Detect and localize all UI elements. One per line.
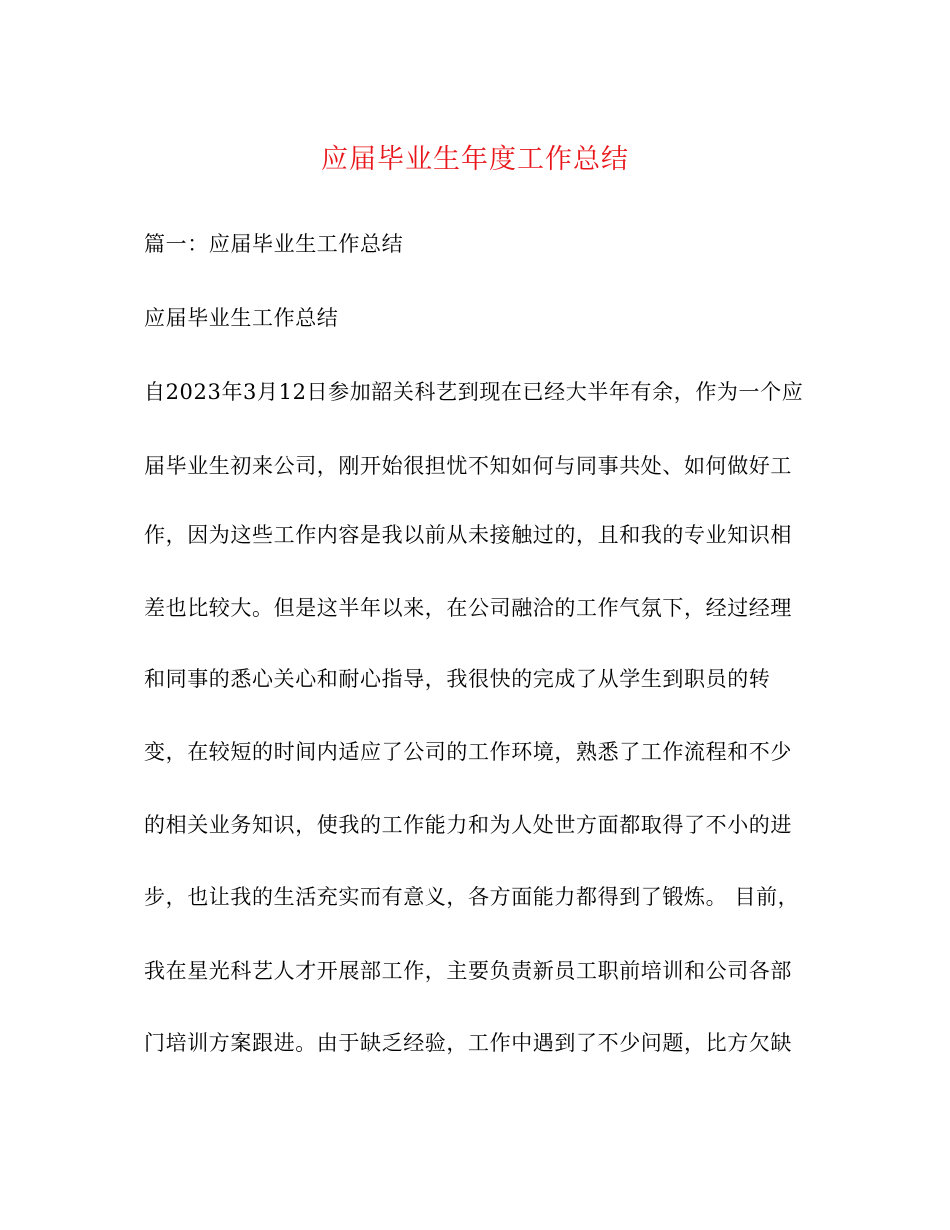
body-line: 步，也让我的生活充实而有意义，各方面能力都得到了锻炼。 目前， xyxy=(144,885,800,909)
body-line: 变，在较短的时间内适应了公司的工作环境，熟悉了工作流程和不少 xyxy=(144,740,792,764)
document-title: 应届毕业生年度工作总结 xyxy=(321,144,629,175)
body-line: 门培训方案跟进。由于缺乏经验，工作中遇到了不少问题，比方欠缺 xyxy=(144,1031,792,1055)
body-line: 我在星光科艺人才开展部工作，主要负责新员工职前培训和公司各部 xyxy=(144,959,792,983)
body-line: 的相关业务知识，使我的工作能力和为人处世方面都取得了不小的进 xyxy=(144,813,792,837)
subheading: 应届毕业生工作总结 xyxy=(144,306,339,330)
body-line: 差也比较大。但是这半年以来，在公司融洽的工作气氛下，经过经理 xyxy=(144,596,792,620)
body-line: 和同事的悉心关心和耐心指导，我很快的完成了从学生到职员的转 xyxy=(144,667,771,691)
body-line: 自2023年3月12日参加韶关科艺到现在已经大半年有余，作为一个应 xyxy=(144,380,804,404)
section-heading: 篇一：应届毕业生工作总结 xyxy=(144,232,404,256)
body-line: 作，因为这些工作内容是我以前从未接触过的，且和我的专业知识相 xyxy=(144,523,792,547)
body-line: 届毕业生初来公司，刚开始很担忧不知如何与同事共处、如何做好工 xyxy=(144,454,792,478)
